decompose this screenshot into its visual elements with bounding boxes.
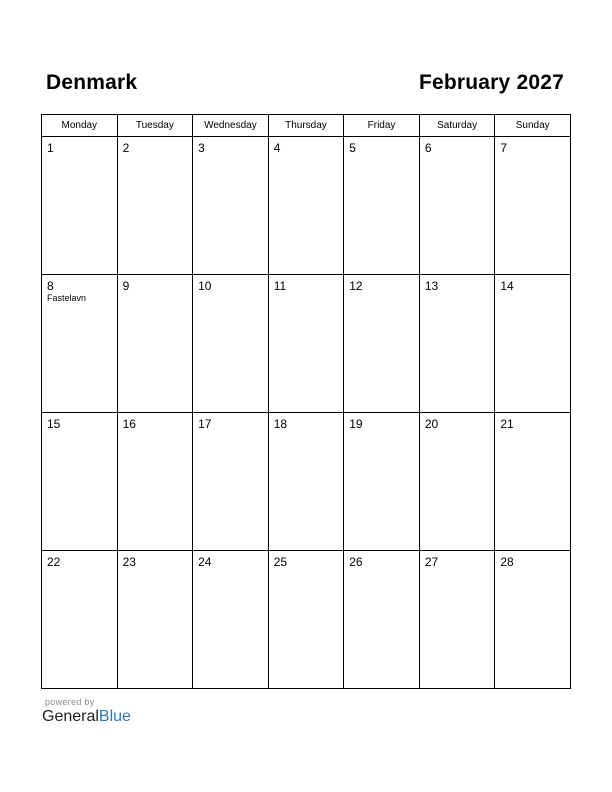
day-cell [344, 551, 420, 689]
day-number: 4 [273, 141, 281, 155]
day-number: 17 [198, 417, 212, 431]
brand-name-part2: Blue [98, 708, 131, 725]
week-row [42, 551, 571, 689]
day-cell [193, 275, 269, 413]
weekday-header: Wednesday [193, 115, 269, 137]
day-number: 11 [273, 279, 287, 293]
day-number: 9 [122, 279, 130, 293]
brand-name-part1: General [42, 708, 99, 725]
weekday-header: Tuesday [117, 115, 193, 137]
week-row [42, 275, 571, 413]
day-cell [268, 551, 344, 689]
day-number: 8 [47, 279, 54, 293]
day-number: 5 [349, 141, 356, 155]
powered-by-text: powered by [45, 697, 95, 707]
day-cell [344, 275, 420, 413]
day-cell [495, 551, 571, 689]
day-cell [117, 137, 193, 275]
week-row [42, 413, 571, 551]
day-number: 2 [122, 141, 130, 155]
day-cell [42, 413, 118, 551]
day-number: 3 [198, 141, 205, 155]
day-cell [344, 413, 420, 551]
day-cell [419, 275, 495, 413]
day-cell [268, 413, 344, 551]
day-number: 21 [500, 417, 514, 431]
calendar-grid [41, 114, 571, 689]
day-cell [268, 275, 344, 413]
day-number: 13 [424, 279, 439, 293]
weekday-header: Friday [344, 115, 420, 137]
weekday-header: Saturday [419, 115, 495, 137]
day-number: 27 [424, 555, 439, 569]
day-number: 20 [424, 417, 439, 431]
day-cell [193, 551, 269, 689]
day-number: 18 [273, 417, 288, 431]
day-cell [419, 413, 495, 551]
day-cell [42, 137, 118, 275]
day-number: 14 [500, 279, 514, 293]
day-number: 23 [122, 555, 136, 569]
footer-branding [42, 697, 131, 726]
day-number: 7 [500, 141, 508, 155]
weekday-header: Thursday [268, 115, 344, 137]
day-cell [495, 413, 571, 551]
day-cell [419, 551, 495, 689]
day-number: 15 [47, 417, 61, 431]
day-cell [117, 551, 193, 689]
day-cell [42, 275, 118, 413]
day-number: 26 [349, 555, 363, 569]
day-cell [117, 275, 193, 413]
day-cell [42, 551, 118, 689]
day-number: 1 [47, 141, 54, 155]
day-number: 19 [349, 417, 363, 431]
weekday-header-row [42, 115, 571, 137]
day-cell [193, 137, 269, 275]
month-year-title: February 2027 [418, 71, 564, 94]
day-cell [495, 137, 571, 275]
day-cell [193, 413, 269, 551]
day-number: 10 [198, 279, 212, 293]
day-number: 24 [198, 555, 212, 569]
day-number: 22 [47, 555, 61, 569]
day-number: 16 [122, 417, 136, 431]
week-row [42, 137, 571, 275]
day-number: 6 [424, 141, 432, 155]
day-cell [344, 137, 420, 275]
country-title: Denmark [46, 71, 138, 94]
generalblue-logo[interactable] [42, 708, 131, 726]
weekday-header: Sunday [495, 115, 571, 137]
day-cell [419, 137, 495, 275]
day-number: 28 [500, 555, 514, 569]
day-cell [268, 137, 344, 275]
day-cell [495, 275, 571, 413]
day-cell [117, 413, 193, 551]
day-number: 12 [349, 279, 363, 293]
day-number: 25 [273, 555, 288, 569]
holiday-label: Fastelavn [47, 293, 87, 303]
weekday-header: Monday [42, 115, 118, 137]
